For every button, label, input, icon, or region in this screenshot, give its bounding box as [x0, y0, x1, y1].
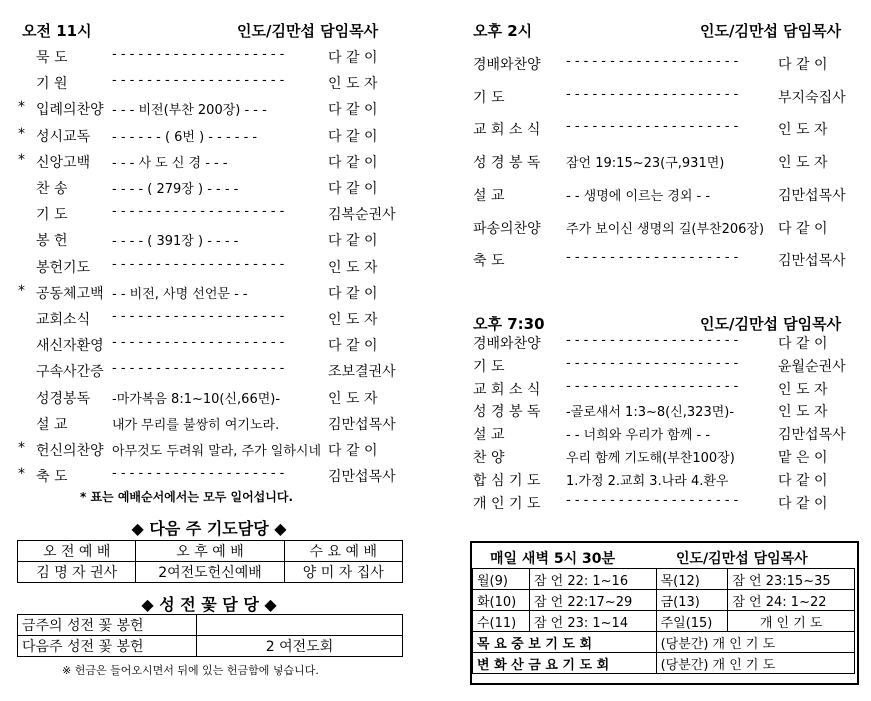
dawn-day: 금(13) — [656, 590, 728, 611]
order-name: 성경봉독 — [36, 390, 91, 407]
order-row — [0, 283, 871, 307]
order-name: 축 도 — [36, 469, 68, 486]
order-by: 다 같 이 — [328, 338, 378, 355]
order-by: 김만섭목사 — [778, 187, 846, 204]
order-row — [0, 333, 871, 357]
order-detail: - - - - ( 391장 ) - - - - — [112, 234, 239, 250]
order-name: 구속사간증 — [36, 364, 104, 381]
order-name: 묵 도 — [36, 50, 68, 66]
order-by: 다 같 이 — [778, 220, 828, 237]
order-name: 성 경 봉 독 — [473, 155, 541, 172]
order-by: 다 같 이 — [328, 443, 378, 459]
order-by: 인 도 자 — [778, 122, 828, 139]
order-by: 다 같 이 — [328, 181, 378, 197]
order-name: 기 도 — [36, 207, 68, 224]
order-detail: 1.가정 2.교회 3.나라 4.환우 — [566, 473, 729, 489]
order-star: * — [18, 99, 25, 116]
pm730-leader: 인도/김만섭 담임목사 — [700, 315, 842, 333]
order-row — [0, 379, 871, 403]
flower-value-this — [197, 615, 403, 636]
order-by: 다 같 이 — [328, 128, 378, 145]
order-row — [0, 87, 871, 111]
prayer-header-am: 오 전 예 배 — [18, 541, 136, 562]
order-by: 다 같 이 — [778, 336, 828, 352]
order-by: 다 같 이 — [328, 285, 378, 302]
order-detail: - - - - - - - - - - - - - - - - - - - - — [566, 86, 739, 102]
order-star: * — [18, 466, 25, 483]
order-by: 인 도 자 — [778, 381, 828, 398]
pm2-leader: 인도/김만섭 담임목사 — [700, 22, 842, 40]
order-star: * — [18, 151, 25, 168]
order-detail: -골로새서 1:3~8(신,323면)- — [566, 405, 735, 421]
flower-title: ◆ 성 전 꽃 담 당 ◆ — [141, 595, 277, 614]
order-name: 파송의찬양 — [473, 220, 541, 237]
order-by: 맡 은 이 — [778, 450, 828, 466]
order-detail: - - - - - - ( 6번 ) - - - - - - — [112, 129, 258, 145]
order-by: 인 도 자 — [778, 155, 828, 172]
order-by: 인 도 자 — [328, 259, 378, 276]
order-name: 새신자환영 — [36, 338, 104, 355]
order-detail: - - - - - - - - - - - - - - - - - - - - — [112, 256, 285, 272]
order-detail: 아무것도 두려워 말라, 주가 일하시네 — [112, 444, 322, 459]
order-detail: - - - - - - - - - - - - - - - - - - - - — [566, 492, 739, 508]
order-detail: - - 너희와 우리가 함께 - - — [566, 428, 711, 444]
pm730-time: 오후 7:30 — [473, 315, 545, 333]
dawn-time: 매일 새벽 5시 30분 — [490, 551, 615, 567]
thursday-prayer-value: (당분간) 개 인 기 도 — [656, 632, 854, 653]
order-by: 김만섭목사 — [778, 253, 846, 270]
am-note: * 표는 예배순서에서는 모두 일어섭니다. — [80, 490, 294, 504]
order-name: 기 원 — [36, 76, 68, 93]
order-by: 조보결권사 — [328, 364, 396, 381]
order-row — [0, 424, 871, 448]
order-by: 김만섭목사 — [328, 416, 396, 433]
order-row — [0, 493, 871, 517]
order-name: 교회소식 — [36, 312, 91, 328]
order-row — [0, 119, 871, 143]
order-row — [0, 152, 871, 176]
order-name: 설 교 — [473, 187, 505, 204]
order-name: 기 도 — [473, 89, 505, 106]
order-by: 다 같 이 — [328, 233, 378, 250]
dawn-day: 수(11) — [473, 611, 530, 632]
order-detail: - - - - - - - - - - - - - - - - - - - - — [112, 73, 285, 89]
order-name: 합 심 기 도 — [473, 472, 541, 489]
order-name: 공동체고백 — [36, 285, 104, 302]
order-by: 인 도 자 — [328, 390, 378, 407]
prayer-header-wed: 수 요 예 배 — [284, 541, 402, 562]
dawn-day: 주일(15) — [656, 611, 728, 632]
order-detail: - - 비전, 사명 선언문 - - — [112, 286, 248, 302]
flower-label-this: 금주의 성전 꽃 봉헌 — [18, 615, 197, 636]
order-detail: - - - - - - - - - - - - - - - - - - - - — [112, 309, 285, 324]
prayer-value-pm: 2여전도헌신예배 — [136, 562, 284, 583]
order-by: 인 도 자 — [328, 312, 378, 328]
order-detail: - - - - - - - - - - - - - - - - - - - - — [566, 355, 739, 371]
prayer-header-pm: 오 후 예 배 — [136, 541, 284, 562]
order-name: 축 도 — [473, 253, 505, 270]
order-detail: 잠언 19:15~23(구,931면) — [566, 156, 725, 172]
order-name: 기 도 — [473, 358, 505, 375]
order-detail: 내가 무리를 불쌍히 여기노라. — [112, 417, 280, 433]
order-name: 헌신의찬양 — [36, 443, 104, 459]
order-detail: - - - - - - - - - - - - - - - - - - - - — [112, 204, 285, 220]
friday-prayer-value: (당분간) 개 인 기 도 — [656, 653, 854, 674]
order-row — [0, 185, 871, 209]
order-detail: - - - - - - - - - - - - - - - - - - - - — [112, 335, 285, 351]
dawn-day: 화(10) — [473, 590, 530, 611]
order-star: * — [18, 282, 25, 299]
order-name: 경배와찬양 — [473, 57, 541, 73]
order-by: 다 같 이 — [778, 472, 828, 489]
dawn-leader: 인도/김만섭 담임목사 — [676, 551, 808, 567]
order-by: 다 같 이 — [778, 495, 828, 512]
flower-label-next: 다음주 성전 꽃 봉헌 — [18, 636, 197, 657]
order-row — [0, 470, 871, 494]
order-detail: - - - - - - - - - - - - - - - - - - - - — [112, 47, 285, 62]
order-detail: - - - - - - - - - - - - - - - - - - - - — [566, 54, 739, 69]
prayer-value-wed: 양 미 자 집사 — [284, 562, 402, 583]
order-detail: -마가복음 8:1~10(신,66면)- — [112, 391, 281, 407]
pm2-time: 오후 2시 — [473, 22, 533, 40]
order-by: 윤월순권사 — [778, 358, 846, 375]
dawn-table — [472, 568, 855, 674]
dawn-text: 잠 언 23: 1~14 — [529, 611, 656, 632]
thursday-prayer-label: 목 요 중 보 기 도 회 — [473, 632, 657, 653]
order-by: 김만섭목사 — [778, 427, 846, 444]
order-row — [0, 250, 871, 274]
order-detail: 우리 함께 기도해(부찬100장) — [566, 451, 735, 466]
dawn-text: 개 인 기 도 — [728, 611, 855, 632]
am-time: 오전 11시 — [22, 22, 92, 40]
order-star: * — [18, 440, 25, 456]
order-by: 부지숙집사 — [778, 89, 846, 106]
order-name: 경배와찬양 — [473, 336, 541, 352]
order-name: 성 경 봉 독 — [473, 404, 541, 421]
order-name: 개 인 기 도 — [473, 495, 541, 512]
order-detail: - - - - ( 279장 ) - - - - — [112, 182, 239, 197]
order-name: 봉헌기도 — [36, 259, 91, 276]
order-by: 김만섭목사 — [328, 469, 396, 486]
dawn-text: 잠 언 22:17~29 — [529, 590, 656, 611]
am-leader: 인도/김만섭 담임목사 — [237, 22, 379, 40]
order-detail: - - 생명에 이르는 경외 - - — [566, 188, 711, 204]
order-by: 다 같 이 — [328, 154, 378, 171]
order-name: 교 회 소 식 — [473, 381, 541, 398]
order-by: 인 도 자 — [778, 404, 828, 421]
dawn-day: 월(9) — [473, 569, 530, 590]
friday-prayer-label: 변 화 산 금 요 기 도 회 — [473, 653, 657, 674]
order-detail: - - - 사 도 신 경 - - - — [112, 155, 228, 171]
order-by: 다 같 이 — [778, 57, 828, 73]
order-by: 인 도 자 — [328, 76, 378, 93]
dawn-text: 잠 언 23:15~35 — [728, 569, 855, 590]
order-row — [0, 401, 871, 425]
order-detail: - - - - - - - - - - - - - - - - - - - - — [566, 333, 739, 348]
order-detail: - - - - - - - - - - - - - - - - - - - - — [112, 466, 285, 482]
order-row — [0, 447, 871, 471]
order-name: 찬 양 — [473, 450, 505, 466]
order-detail: - - - - - - - - - - - - - - - - - - - - — [566, 378, 739, 394]
order-row — [0, 218, 871, 242]
prayer-title: ◆ 다음 주 기도담당 ◆ — [131, 519, 287, 538]
order-detail: - - - - - - - - - - - - - - - - - - - - — [566, 119, 739, 135]
order-name: 설 교 — [473, 427, 505, 444]
offering-note: ※ 헌금은 들어오시면서 뒤에 있는 헌금함에 넣습니다. — [62, 664, 319, 677]
order-name: 신앙고백 — [36, 154, 91, 171]
order-by: 다 같 이 — [328, 102, 378, 119]
order-name: 교 회 소 식 — [473, 122, 541, 139]
dawn-day: 목(12) — [656, 569, 728, 590]
order-name: 입례의찬양 — [36, 102, 104, 119]
order-detail: - - - - - - - - - - - - - - - - - - - - — [112, 361, 285, 377]
dawn-text: 잠 언 24: 1~22 — [728, 590, 855, 611]
prayer-table — [17, 540, 403, 583]
dawn-text: 잠 언 22: 1~16 — [529, 569, 656, 590]
order-detail: - - - - - - - - - - - - - - - - - - - - — [566, 250, 739, 266]
order-by: 다 같 이 — [328, 50, 378, 66]
order-name: 찬 송 — [36, 181, 68, 197]
prayer-value-am: 김 명 자 권사 — [18, 562, 136, 583]
order-by: 김복순권사 — [328, 207, 396, 224]
flower-value-next: 2 여전도회 — [197, 636, 403, 657]
order-name: 봉 헌 — [36, 233, 68, 250]
order-name: 성시교독 — [36, 128, 91, 145]
order-detail: 주가 보이신 생명의 길(부찬206장) — [566, 221, 765, 237]
flower-table — [17, 614, 403, 657]
order-row — [0, 356, 871, 380]
order-name: 설 교 — [36, 416, 68, 433]
order-star: * — [18, 125, 25, 142]
order-detail: - - - 비전(부찬 200장) - - - — [112, 103, 267, 119]
order-row — [0, 54, 871, 78]
